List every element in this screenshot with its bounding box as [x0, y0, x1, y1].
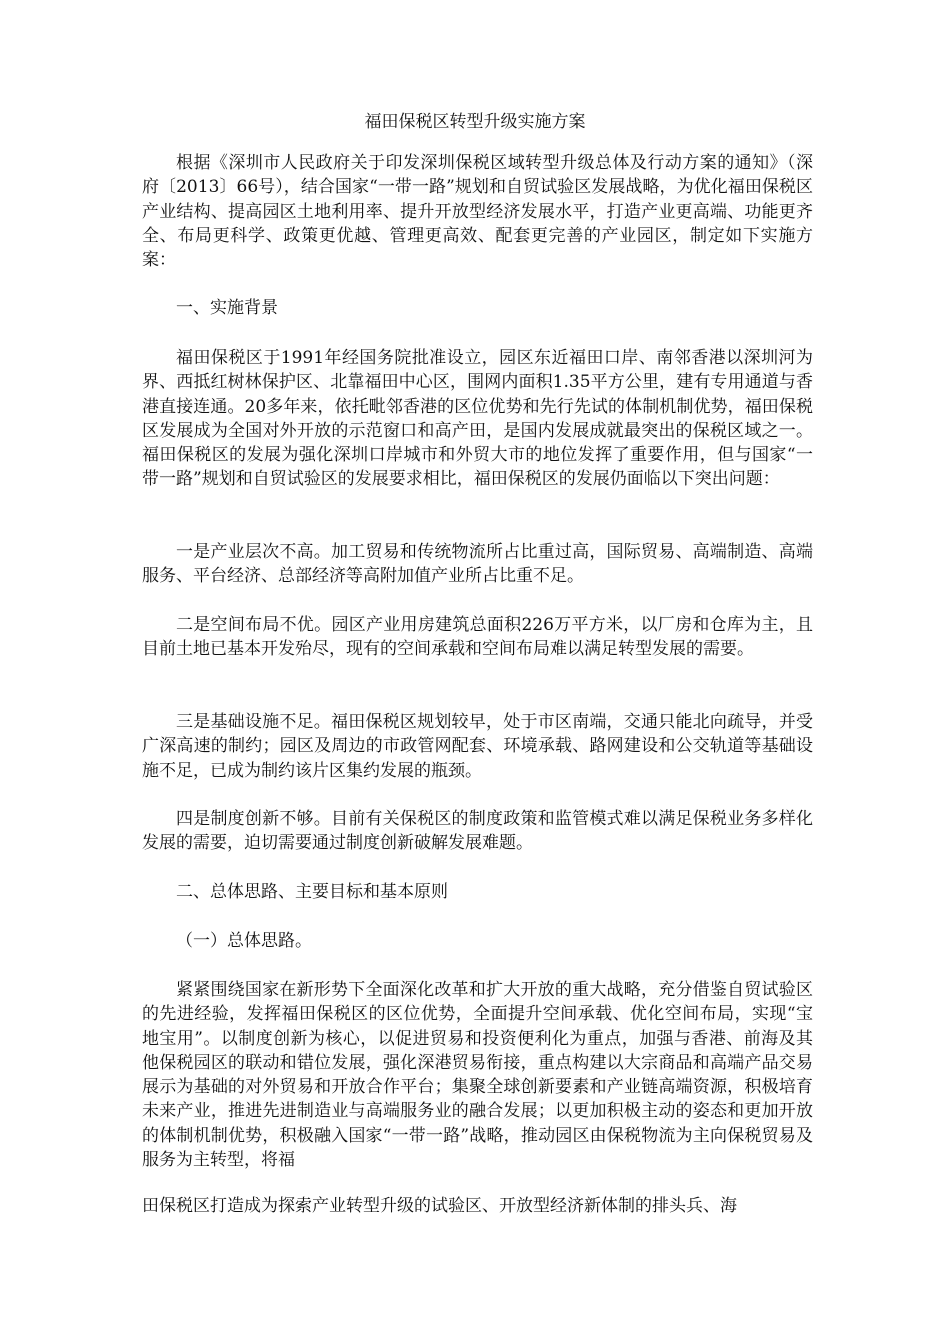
document-title: 福田保税区转型升级实施方案 — [364, 112, 586, 132]
heading-section-1: 一、实施背景 — [176, 298, 278, 318]
paragraph-issue-4: 四是制度创新不够。目前有关保税区的制度政策和监管模式难以满足保税业务多样化发展的需要，迫切需要通过制度创新破解发展难题。 — [142, 809, 813, 854]
paragraph-overall-approach: 紧紧围绕国家在新形势下全面深化改革和扩大开放的重大战略，充分借鉴自贸试验区的先进经验，发挥福田保税区的区位优势，全面提升空间承载、优化空间布局，实现“宝地宝用”。以制度创新为核心，以促进贸易和投资便利化为重点，加强与香港、前海及其他保税园区的联动和错位发展，强化深港贸易衔接，重点构建以大宗商品和高端产品交易展示为基础的对外贸易和开放合作平台；集聚全球创新要素和产业链高端资源，积极培育未来产业，推进先进制造业与高端服务业的融合发展；以更加积极主动的姿态和更加开放的体制机制优势，积极融入国家“一带一路”战略，推动园区由保税物流为主向保税贸易及服务为主转型，将福 — [142, 980, 813, 1171]
paragraph-issue-2: 二是空间布局不优。园区产业用房建筑总面积226万平方米，以厂房和仓库为主，且目前土地已基本开发殆尽，现有的空间承载和空间布局难以满足转型发展的需要。 — [142, 615, 813, 660]
heading-subsection-1: （一）总体思路。 — [176, 931, 312, 951]
paragraph-background: 福田保税区于1991年经国务院批准设立，园区东近福田口岸、南邻香港以深圳河为界、西抵红树林保护区、北靠福田中心区，围网内面积1.35平方公里，建有专用通道与香港直接连通。20多年来，依托毗邻香港的区位优势和先行先试的体制机制优势，福田保税区发展成为全国对外开放的示范窗口和高产田，是国内发展成就最突出的保税区域之一。福田保税区的发展为强化深圳口岸城市和外贸大市的地位发挥了重要作用，但与国家“一带一路”规划和自贸试验区的发展要求相比，福田保税区的发展仍面临以下突出问题： — [142, 348, 813, 490]
paragraph-issue-1: 一是产业层次不高。加工贸易和传统物流所占比重过高，国际贸易、高端制造、高端服务、平台经济、总部经济等高附加值产业所占比重不足。 — [142, 542, 813, 587]
paragraph-issue-3: 三是基础设施不足。福田保税区规划较早，处于市区南端，交通只能北向疏导，并受广深高速的制约；园区及周边的市政管网配套、环境承载、路网建设和公交轨道等基础设施不足，已成为制约该片区集约发展的瓶颈。 — [142, 712, 813, 781]
paragraph-intro: 根据《深圳市人民政府关于印发深圳保税区域转型升级总体及行动方案的通知》（深府〔2013〕66号），结合国家“一带一路”规划和自贸试验区发展战略，为优化福田保税区产业结构、提高园区土地利用率、提升开放型经济发展水平，打造产业更高端、功能更齐全、布局更科学、政策更优越、管理更高效、配套更完善的产业园区，制定如下实施方案： — [142, 153, 813, 271]
heading-section-2: 二、总体思路、主要目标和基本原则 — [176, 882, 448, 902]
paragraph-continued: 田保税区打造成为探索产业转型升级的试验区、开放型经济新体制的排头兵、海 — [142, 1196, 737, 1216]
